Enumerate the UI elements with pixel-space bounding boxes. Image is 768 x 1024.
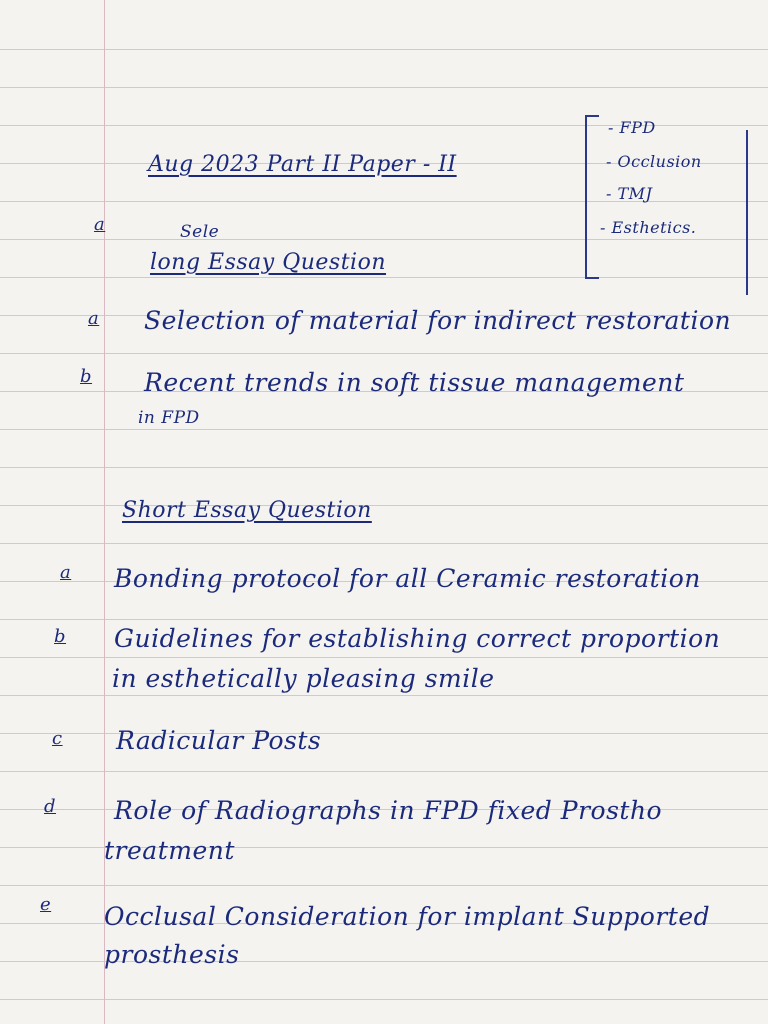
topic-bracket-right	[736, 130, 748, 295]
question-text-cont: treatment	[104, 836, 235, 865]
question-text: Guidelines for establishing correct proportion	[114, 624, 721, 653]
topic-item: - FPD	[608, 118, 656, 137]
topic-item: - TMJ	[606, 184, 653, 203]
question-text: Selection of material for indirect restoration	[144, 306, 732, 335]
topic-bracket	[585, 115, 599, 279]
question-text: Recent trends in soft tissue management	[144, 368, 685, 397]
question-text: Bonding protocol for all Ceramic restoration	[114, 564, 701, 593]
margin-line	[104, 0, 105, 1024]
question-text: Radicular Posts	[116, 726, 322, 755]
question-text-cont: in FPD	[138, 408, 200, 428]
topic-item: - Occlusion	[606, 152, 702, 171]
page-title: Aug 2023 Part II Paper - II	[148, 152, 457, 177]
question-text-cont: prosthesis	[104, 940, 240, 969]
side-note: Sele	[180, 222, 220, 242]
item-letter: c	[52, 728, 63, 749]
item-letter: a	[60, 562, 72, 583]
item-letter: d	[44, 796, 57, 817]
item-letter: b	[80, 366, 93, 387]
section-heading: long Essay Question	[150, 250, 387, 275]
item-letter: b	[54, 626, 67, 647]
question-text-cont: in esthetically pleasing smile	[112, 664, 495, 693]
item-letter: e	[40, 894, 52, 915]
item-letter: a	[88, 308, 100, 329]
question-text: Occlusal Consideration for implant Supported	[104, 902, 711, 931]
section-heading: Short Essay Question	[122, 498, 372, 523]
topic-item: - Esthetics.	[600, 218, 697, 237]
question-text: Role of Radiographs in FPD fixed Prostho	[114, 796, 663, 825]
section-marker: a	[94, 214, 106, 235]
